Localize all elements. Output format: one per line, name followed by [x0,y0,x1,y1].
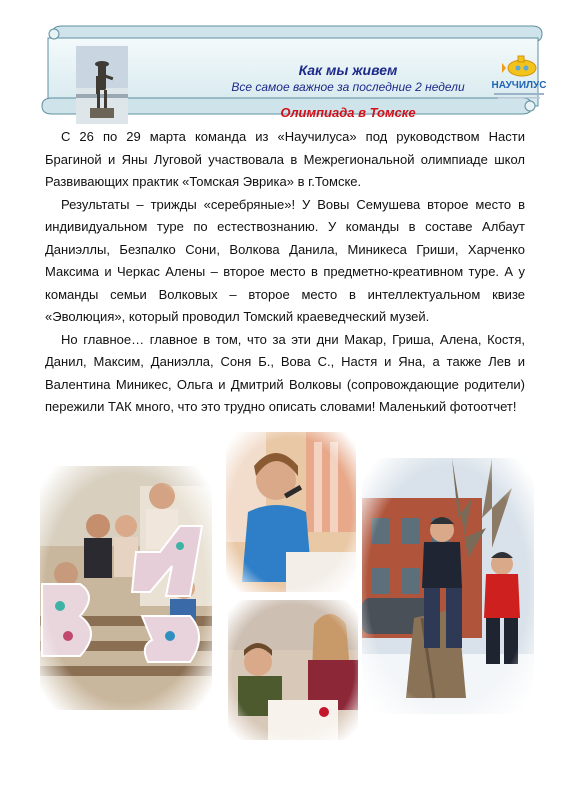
photo-classroom-task [228,600,358,740]
monument-photo [76,46,128,124]
nauchilus-logo [488,50,550,108]
article-paragraph: С 26 по 29 марта команда из «Научилуса» под руководством Насти Брагиной и Яны Луговой участвовала в Межрегиональной олимпиаде школ Развивающих практик «Томская Эврика» в г.Томске. [45,129,525,189]
section-subtitle: Все самое важное за последние 2 недели [231,80,465,94]
article-paragraph: Но главное… главное в том, что за эти дни Макар, Гриша, Алена, Костя, Данил, Максим, Даниэлла, Соня Б., Вова С., Настя и Яна, а также Лев и Валентина Миникес, Ольга и Дмитрий Волковы (сопровождающие родители) пережили ТАК много, что это трудно описать словами! Маленький фотоотчет! [45,331,525,414]
photo-girl-speaking [226,432,356,592]
photo-kids-with-letters [40,466,212,710]
article-topic: Олимпиада в Томске [280,105,416,120]
article-body [45,126,525,419]
submarine-icon [488,50,550,108]
svg-text:НАУЧИЛУС: НАУЧИЛУС [491,80,547,91]
article-paragraph: Результаты – трижды «серебряные»! У Вовы Семушева второе место в индивидуальном туре по естествознанию. У команды в составе Албаут Даниэллы, Безпалко Сони, Волкова Данила, Миникеса Гриши, Харченко Максима и Черкас Алены – второе место в предметно-креативном туре. А у команды семьи Волковых – второе место в интеллектуальном квизе «Эволюция», который проводил Томский краеведческий музей. [45,196,525,324]
section-title: Как мы живем [298,62,398,78]
photo-boys-on-tree [362,458,534,714]
header-banner [38,22,546,118]
